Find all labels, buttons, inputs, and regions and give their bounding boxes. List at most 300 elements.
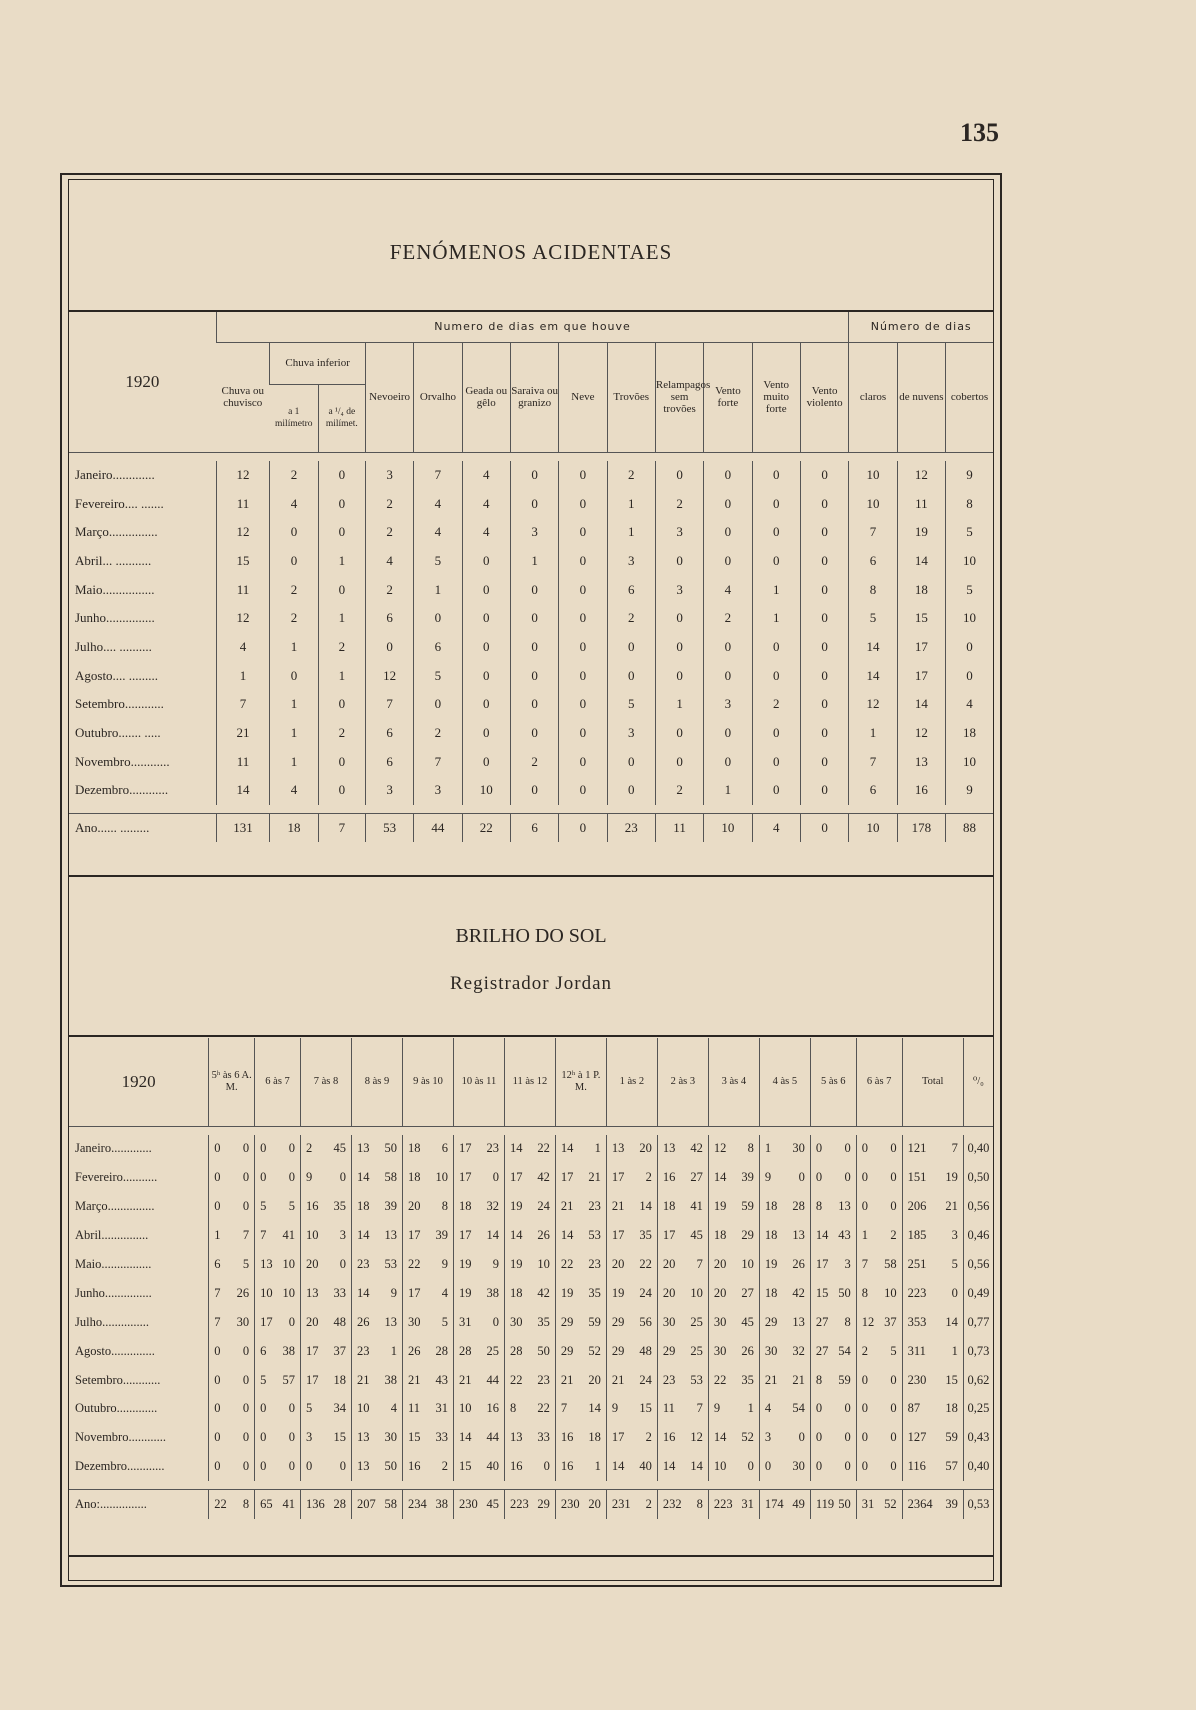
minutes-value: 3: [844, 1257, 851, 1271]
table-cell: 3: [607, 719, 655, 748]
month-label: Dezembro............: [75, 782, 169, 798]
table-cell: 0: [462, 604, 510, 633]
hours-value: 17: [611, 1228, 625, 1243]
table-cell: [555, 1163, 606, 1192]
hours-value: 0: [260, 1459, 267, 1474]
table-cell: 11: [216, 489, 270, 518]
minutes-value: 30: [792, 1141, 805, 1156]
hours-value: 17: [260, 1314, 273, 1329]
hours-value: 16: [306, 1199, 319, 1214]
hours-value: 7: [214, 1285, 221, 1300]
minutes-value: 2: [645, 1497, 652, 1512]
hours-value: 21: [560, 1199, 574, 1214]
minutes-value: 0: [242, 1430, 250, 1445]
table-row: [69, 1279, 993, 1308]
month-label: Janeiro.............: [75, 1141, 152, 1156]
hours-value: 14: [509, 1228, 523, 1243]
minutes-value: 5: [242, 1257, 250, 1271]
table-cell: [453, 1366, 504, 1395]
table-cell: [402, 1337, 453, 1366]
table-cell: 10: [849, 461, 897, 490]
table-cell: [759, 1337, 810, 1366]
hours-value: 15: [458, 1459, 472, 1474]
table-cell: 13: [897, 747, 945, 776]
table-cell: 0: [704, 489, 752, 518]
table-cell: [856, 1452, 902, 1481]
hours-value: 174: [764, 1497, 784, 1512]
hours-value: 65: [260, 1497, 273, 1512]
hours-value: 9: [611, 1401, 619, 1416]
hours-value: 0: [861, 1459, 868, 1474]
table-cell: 4: [462, 518, 510, 547]
table-cell: 0: [800, 604, 849, 633]
minutes-value: 31: [435, 1401, 448, 1416]
minutes-value: 0: [242, 1401, 250, 1416]
table-cell: 0: [462, 547, 510, 576]
hours-value: 0: [815, 1141, 823, 1156]
table-cell: 1: [607, 518, 655, 547]
hours-value: 21: [611, 1199, 625, 1214]
minutes-value: 40: [486, 1459, 499, 1474]
table-row: [69, 547, 993, 576]
hours-value: 20: [713, 1285, 727, 1300]
minutes-value: 1: [951, 1343, 958, 1358]
table-cell: 0: [704, 461, 752, 490]
table-cell: [555, 1423, 606, 1452]
table-cell: 3: [655, 575, 703, 604]
table-cell: [555, 1221, 606, 1250]
table-cell: 9: [946, 461, 993, 490]
minutes-value: 0: [339, 1170, 346, 1185]
hours-value: 13: [356, 1141, 370, 1156]
minutes-value: 0: [288, 1459, 295, 1474]
hours-value: 14: [356, 1228, 370, 1243]
table-cell: 16: [897, 776, 945, 805]
hours-value: 23: [662, 1372, 676, 1387]
table-cell: [708, 1395, 759, 1424]
hours-value: 151: [907, 1170, 927, 1185]
table-cell: [708, 1337, 759, 1366]
table-cell: 2: [365, 575, 413, 604]
table-cell: 0: [946, 633, 993, 662]
table-row: [69, 575, 993, 604]
minutes-value: 35: [588, 1285, 601, 1300]
table-cell: 22: [462, 813, 510, 842]
table-cell: 3: [655, 518, 703, 547]
hours-value: 20: [306, 1257, 319, 1271]
hours-value: 207: [356, 1497, 376, 1512]
hours-value: 0: [214, 1141, 221, 1156]
table-cell: 0: [800, 661, 849, 690]
table-cell: 0: [318, 575, 365, 604]
table-cell: [351, 1163, 402, 1192]
page-number: 135: [960, 118, 999, 147]
month-label: Julho.... ..........: [75, 638, 152, 654]
col-header: 12ʰ à 1 P. M.: [555, 1038, 606, 1126]
table-cell: [209, 1452, 255, 1481]
table-cell: 6: [365, 719, 413, 748]
hours-value: 0: [815, 1170, 823, 1185]
hours-value: 5: [260, 1372, 267, 1387]
minutes-value: 0: [890, 1141, 897, 1156]
table-cell: [606, 1366, 657, 1395]
minutes-value: 56: [639, 1314, 652, 1329]
hours-value: 6: [260, 1343, 267, 1358]
table-cell: [810, 1308, 856, 1337]
minutes-value: 39: [945, 1497, 958, 1512]
hours-value: 9: [306, 1170, 313, 1185]
hours-value: 0: [815, 1401, 823, 1416]
table-cell: [555, 1366, 606, 1395]
table-cell: 0: [704, 518, 752, 547]
hours-value: 14: [509, 1141, 523, 1156]
hours-value: 12: [713, 1141, 727, 1156]
table-cell: 2: [270, 604, 318, 633]
table-cell: 4: [462, 489, 510, 518]
minutes-value: 57: [282, 1372, 295, 1387]
hours-value: 7: [260, 1228, 267, 1243]
table-cell: 1: [270, 633, 318, 662]
minutes-value: 4: [441, 1285, 448, 1300]
table-cell: [301, 1279, 352, 1308]
table-cell: 0: [800, 747, 849, 776]
table-cell: 2: [607, 461, 655, 490]
table-cell: [453, 1192, 504, 1221]
table-cell: [402, 1279, 453, 1308]
table-cell: [708, 1279, 759, 1308]
table-cell: [902, 1337, 963, 1366]
table-cell: 0: [462, 747, 510, 776]
table-cell: 0: [559, 518, 607, 547]
table-cell: [504, 1395, 555, 1424]
hours-value: 20: [611, 1257, 625, 1271]
table-cell: 0: [559, 690, 607, 719]
hours-value: 13: [356, 1430, 370, 1445]
table-cell: 53: [365, 813, 413, 842]
hours-value: 10: [713, 1459, 727, 1474]
table-cell: [402, 1135, 453, 1164]
table-cell: [606, 1163, 657, 1192]
minutes-value: 42: [537, 1285, 550, 1300]
minutes-value: 0: [242, 1170, 250, 1185]
table-cell: 19: [897, 518, 945, 547]
month-label: Novembro............: [75, 1430, 166, 1445]
hours-value: 17: [458, 1141, 472, 1156]
minutes-value: 52: [884, 1497, 897, 1512]
col-header: Neve: [559, 342, 607, 452]
minutes-value: 40: [639, 1459, 652, 1474]
table-cell: [402, 1221, 453, 1250]
table-cell: 6: [607, 575, 655, 604]
table-cell: [856, 1490, 902, 1519]
month-label: Ano...... .........: [69, 813, 216, 842]
table-cell: 0: [800, 461, 849, 490]
minutes-value: 39: [435, 1228, 448, 1243]
table-cell: 3: [704, 690, 752, 719]
table-cell: 0: [365, 633, 413, 662]
hours-value: 0: [214, 1401, 221, 1416]
minutes-value: 20: [639, 1141, 652, 1156]
hours-value: 14: [560, 1141, 574, 1156]
minutes-value: 59: [945, 1430, 958, 1445]
table-cell: [301, 1490, 352, 1519]
minutes-value: 23: [486, 1141, 499, 1156]
table-cell: [504, 1279, 555, 1308]
table-row: [69, 690, 993, 719]
table-cell: [902, 1135, 963, 1164]
table-cell: [810, 1279, 856, 1308]
table-cell: [657, 1163, 708, 1192]
minutes-value: 1: [747, 1401, 754, 1416]
table-cell: 0: [559, 747, 607, 776]
table-cell: [708, 1308, 759, 1337]
table-cell: [402, 1423, 453, 1452]
table-cell: 0: [318, 489, 365, 518]
hours-value: 14: [356, 1285, 370, 1300]
col-header: 11 às 12: [504, 1038, 555, 1126]
table-cell: [902, 1279, 963, 1308]
table-cell: 1: [655, 690, 703, 719]
hours-value: 16: [560, 1430, 574, 1445]
table-cell: 0: [414, 604, 462, 633]
hours-value: 21: [407, 1372, 421, 1387]
minutes-value: 10: [282, 1257, 295, 1271]
col-header: Vento muito forte: [752, 342, 800, 452]
table-cell: [255, 1452, 301, 1481]
percent-cell: 0,56: [963, 1192, 993, 1221]
minutes-value: 8: [844, 1314, 851, 1329]
table-cell: [759, 1366, 810, 1395]
minutes-value: 58: [884, 1257, 897, 1271]
col-header: 1 às 2: [606, 1038, 657, 1126]
month-label: Agosto..............: [75, 1343, 155, 1358]
minutes-value: 42: [792, 1285, 805, 1300]
hours-value: 17: [306, 1372, 319, 1387]
table-cell: [856, 1337, 902, 1366]
table-cell: [402, 1452, 453, 1481]
table-cell: [351, 1279, 402, 1308]
hours-value: 0: [861, 1372, 868, 1387]
table-cell: [209, 1366, 255, 1395]
table-cell: 1: [607, 489, 655, 518]
table-cell: [351, 1490, 402, 1519]
table-cell: [351, 1452, 402, 1481]
table-cell: 0: [270, 547, 318, 576]
col-header: Chuva ou chuvisco: [221, 385, 264, 409]
minutes-value: 42: [537, 1170, 550, 1185]
table-cell: [209, 1337, 255, 1366]
minutes-value: 22: [537, 1401, 550, 1416]
minutes-value: 15: [945, 1372, 958, 1387]
table-cell: [453, 1135, 504, 1164]
hours-value: 230: [907, 1372, 927, 1387]
hours-value: 18: [509, 1285, 523, 1300]
table-cell: 7: [414, 747, 462, 776]
table-cell: [453, 1395, 504, 1424]
minutes-value: 28: [333, 1497, 346, 1512]
minutes-value: 49: [792, 1497, 805, 1512]
hours-value: 18: [713, 1228, 727, 1243]
table-cell: [606, 1452, 657, 1481]
hours-value: 17: [611, 1170, 625, 1185]
table-cell: [810, 1337, 856, 1366]
table-cell: [504, 1163, 555, 1192]
table-cell: 12: [216, 461, 270, 490]
table-cell: 11: [655, 813, 703, 842]
brilho-title: BRILHO DO SOL: [455, 925, 607, 947]
hours-value: 21: [611, 1372, 625, 1387]
table-cell: 10: [462, 776, 510, 805]
col-header: 4 às 5: [759, 1038, 810, 1126]
minutes-value: 10: [282, 1285, 295, 1300]
minutes-value: 2: [890, 1228, 897, 1243]
minutes-value: 7: [696, 1401, 703, 1416]
hours-value: 17: [611, 1430, 625, 1445]
fenomenos-group-header-2: Número de dias: [849, 312, 993, 342]
minutes-value: 53: [588, 1228, 601, 1243]
table-cell: [606, 1279, 657, 1308]
hours-value: 18: [407, 1170, 421, 1185]
table-cell: 1: [849, 719, 897, 748]
percent-cell: 0,73: [963, 1337, 993, 1366]
hours-value: 21: [764, 1372, 778, 1387]
minutes-value: 59: [588, 1314, 601, 1329]
minutes-value: 52: [588, 1343, 601, 1358]
hours-value: 27: [815, 1314, 829, 1329]
minutes-value: 14: [945, 1314, 958, 1329]
table-cell: 0: [752, 489, 800, 518]
hours-value: 17: [509, 1170, 523, 1185]
minutes-value: 45: [741, 1314, 754, 1329]
minutes-value: 23: [537, 1372, 550, 1387]
hours-value: 18: [764, 1228, 778, 1243]
table-cell: 8: [849, 575, 897, 604]
month-label: Agosto.... .........: [75, 667, 159, 683]
minutes-value: 25: [690, 1343, 703, 1358]
table-cell: [402, 1250, 453, 1279]
hours-value: 127: [907, 1430, 927, 1445]
tables-frame-inner: [68, 179, 994, 1581]
minutes-value: 25: [486, 1343, 499, 1358]
table-cell: [902, 1452, 963, 1481]
table-cell: 0: [752, 719, 800, 748]
minutes-value: 0: [242, 1343, 250, 1358]
table-cell: 0: [655, 604, 703, 633]
col-header: 8 às 9: [351, 1038, 402, 1126]
table-cell: 0: [704, 547, 752, 576]
minutes-value: 14: [588, 1401, 601, 1416]
minutes-value: 14: [486, 1228, 499, 1243]
minutes-value: 35: [741, 1372, 754, 1387]
table-cell: [856, 1423, 902, 1452]
hours-value: 17: [458, 1228, 472, 1243]
minutes-value: 0: [288, 1401, 295, 1416]
table-cell: 4: [216, 633, 270, 662]
percent-cell: 0,25: [963, 1395, 993, 1424]
hours-value: 18: [764, 1199, 778, 1214]
percent-cell: 0,50: [963, 1163, 993, 1192]
hours-value: 234: [407, 1497, 427, 1512]
hours-value: 10: [356, 1401, 370, 1416]
month-label: Novembro............: [75, 753, 170, 769]
table-cell: [504, 1308, 555, 1337]
table-cell: [759, 1163, 810, 1192]
table-cell: 17: [897, 633, 945, 662]
hours-value: 18: [407, 1141, 421, 1156]
table-cell: [504, 1337, 555, 1366]
minutes-value: 5: [441, 1314, 448, 1329]
hours-value: 30: [713, 1314, 727, 1329]
table-row: [69, 1423, 993, 1452]
minutes-value: 35: [537, 1314, 550, 1329]
hours-value: 11: [662, 1401, 675, 1416]
minutes-value: 30: [384, 1430, 397, 1445]
col-header: 9 às 10: [402, 1038, 453, 1126]
table-cell: [351, 1308, 402, 1337]
table-cell: 18: [270, 813, 318, 842]
hours-value: 29: [611, 1343, 625, 1358]
minutes-value: 39: [741, 1170, 754, 1185]
table-cell: [606, 1423, 657, 1452]
table-cell: 0: [607, 776, 655, 805]
table-cell: 14: [216, 776, 270, 805]
table-cell: [708, 1366, 759, 1395]
table-cell: [351, 1221, 402, 1250]
table-row: [69, 1452, 993, 1481]
minutes-value: 10: [741, 1257, 754, 1271]
col-header: cobertos: [946, 342, 993, 452]
hours-value: 353: [907, 1314, 927, 1329]
hours-value: 19: [611, 1285, 625, 1300]
hours-value: 2: [861, 1343, 868, 1358]
percent-cell: 0,77: [963, 1308, 993, 1337]
minutes-value: 39: [384, 1199, 397, 1214]
table-cell: [606, 1192, 657, 1221]
table-cell: [209, 1395, 255, 1424]
hours-value: 206: [907, 1199, 927, 1214]
table-cell: 5: [414, 661, 462, 690]
table-cell: 14: [849, 633, 897, 662]
minutes-value: 10: [884, 1285, 897, 1300]
hours-value: 0: [861, 1170, 868, 1185]
table-cell: [902, 1490, 963, 1519]
table-cell: [209, 1250, 255, 1279]
hours-value: 19: [458, 1285, 472, 1300]
table-cell: [209, 1221, 255, 1250]
table-cell: [759, 1452, 810, 1481]
table-cell: 4: [365, 547, 413, 576]
minutes-value: 53: [690, 1372, 703, 1387]
hours-value: 1: [764, 1141, 772, 1156]
minutes-value: 0: [242, 1141, 250, 1156]
table-cell: 0: [607, 633, 655, 662]
col-header: 2 às 3: [657, 1038, 708, 1126]
table-cell: 4: [270, 776, 318, 805]
minutes-value: 15: [639, 1401, 652, 1416]
table-cell: 0: [318, 518, 365, 547]
table-cell: [255, 1221, 301, 1250]
table-cell: 10: [946, 747, 993, 776]
hours-value: 1: [861, 1228, 868, 1243]
minutes-value: 8: [441, 1199, 448, 1214]
table-cell: [606, 1337, 657, 1366]
table-cell: 0: [510, 489, 558, 518]
table-cell: [555, 1308, 606, 1337]
month-label: Abril... ...........: [75, 552, 152, 568]
minutes-value: 1: [594, 1459, 601, 1474]
minutes-value: 0: [844, 1170, 851, 1185]
table-cell: 4: [462, 461, 510, 490]
